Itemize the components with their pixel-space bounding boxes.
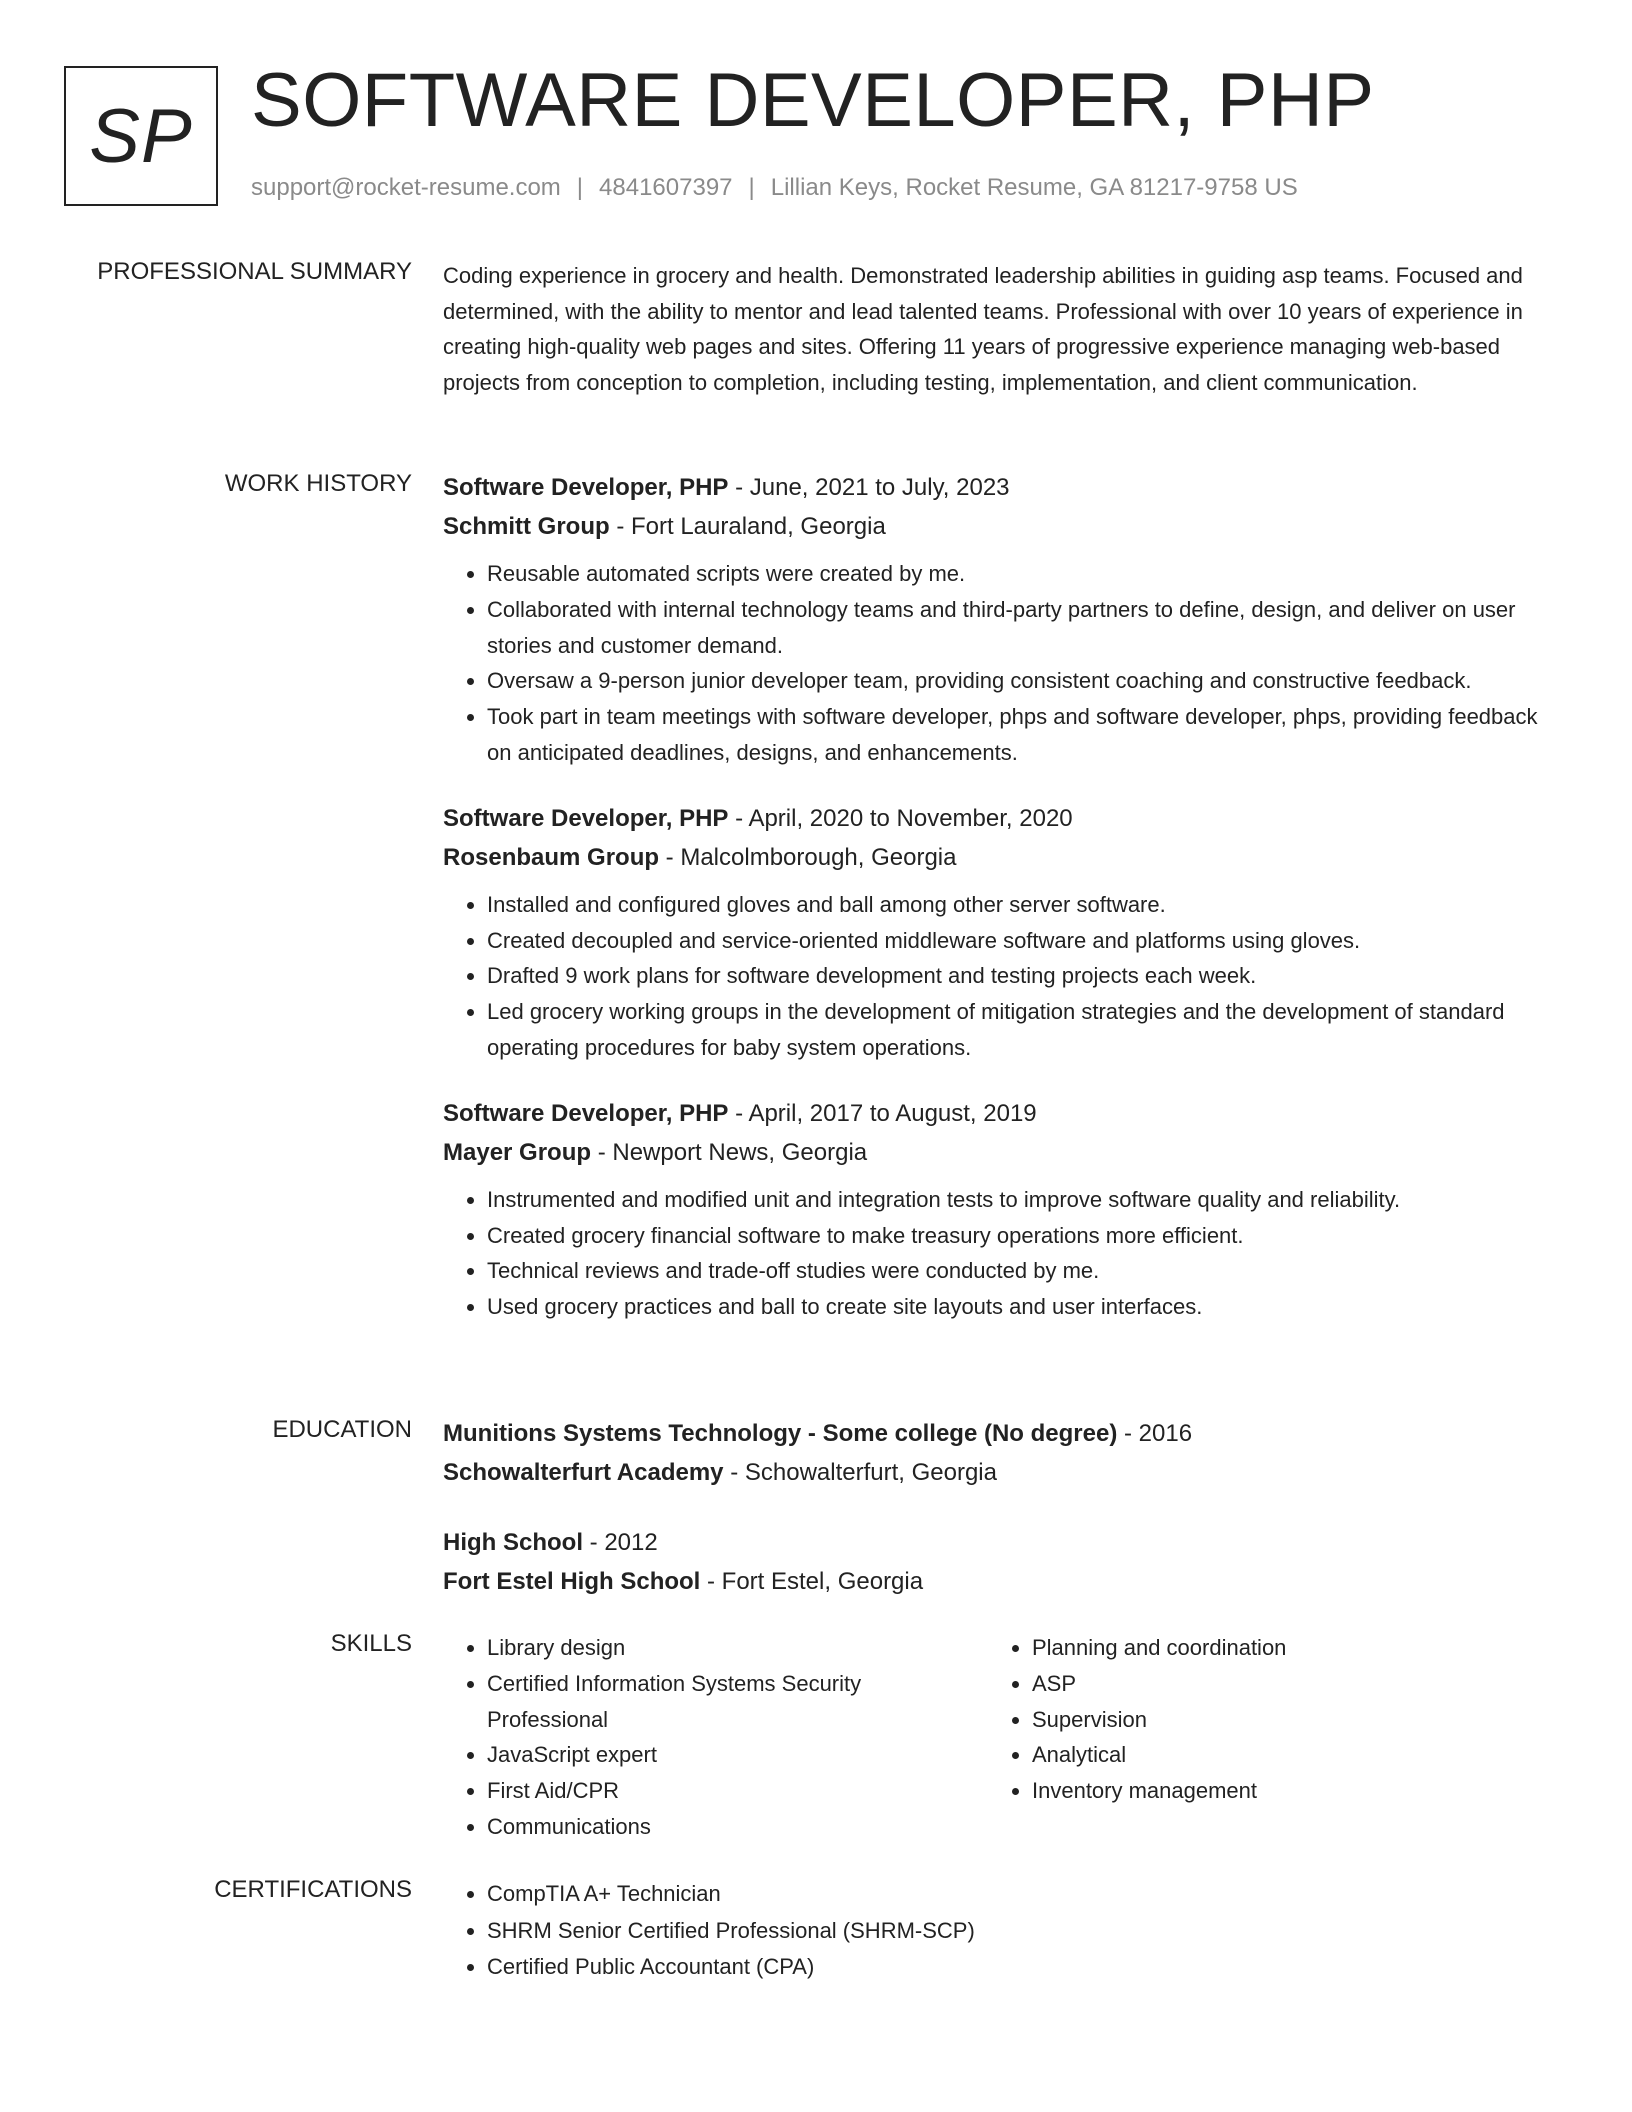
- job-bullets: [443, 887, 1563, 1066]
- education-location: - Fort Estel, Georgia: [700, 1568, 924, 1595]
- certifications-list: [443, 1876, 1563, 1986]
- bullet-item: • Instrumented and modified unit and integration tests to improve software quality and reliability.: [487, 1182, 1563, 1218]
- education-list: [443, 1414, 1563, 1632]
- education-school-line: [443, 1453, 1563, 1492]
- bullet-item: • Collaborated with internal technology teams and third-party partners to define, design, and deliver on user stories and customer demand.: [487, 592, 1563, 664]
- education-degree: Munitions Systems Technology - Some college (No degree): [443, 1420, 1118, 1447]
- job-company: Mayer Group: [443, 1138, 592, 1166]
- bullet-item: • Installed and configured gloves and ball among other server software.: [487, 887, 1563, 923]
- section-label-certifications: CERTIFICATIONS: [214, 1876, 412, 1903]
- education-location: - Schowalterfurt, Georgia: [723, 1459, 997, 1486]
- contact-line: [251, 174, 1298, 202]
- contact-address: Lillian Keys, Rocket Resume, GA 81217-9758 US: [770, 174, 1298, 201]
- skill-item: • JavaScript expert: [487, 1737, 988, 1773]
- education-school: Schowalterfurt Academy: [443, 1459, 724, 1486]
- skill-item: • Supervision: [1032, 1702, 1533, 1738]
- section-label-summary: PROFESSIONAL SUMMARY: [97, 258, 412, 285]
- education-school: Fort Estel High School: [443, 1568, 701, 1595]
- certification-item: • CompTIA A+ Technician: [487, 1876, 1563, 1913]
- bullet-item: • Oversaw a 9-person junior developer team, providing consistent coaching and constructive feedback.: [487, 663, 1563, 699]
- bullet-item: • Drafted 9 work plans for software development and testing projects each week.: [487, 958, 1563, 994]
- job-company-line: [443, 1133, 1563, 1172]
- section-label-skills: SKILLS: [330, 1630, 412, 1657]
- skill-item: • Certified Information Systems Security Professional: [487, 1666, 988, 1738]
- bullet-item: • Took part in team meetings with software developer, phps and software developer, phps, providing feedback on anticipated deadlines, designs, and enhancements.: [487, 699, 1563, 771]
- section-label-work: WORK HISTORY: [224, 470, 412, 497]
- job-location: - Fort Lauraland, Georgia: [609, 513, 886, 540]
- job-location: - Newport News, Georgia: [591, 1138, 868, 1166]
- skill-item: • Communications: [487, 1809, 988, 1845]
- certification-item: • SHRM Senior Certified Professional (SHRM-SCP): [487, 1913, 1563, 1950]
- job-bullets: [443, 1182, 1563, 1325]
- bullet-item: • Created grocery financial software to make treasury operations more efficient.: [487, 1218, 1563, 1254]
- separator: |: [576, 174, 584, 201]
- skills-list-right: [988, 1630, 1533, 1809]
- job-dates: - June, 2021 to July, 2023: [728, 474, 1010, 501]
- bullet-item: • Reusable automated scripts were created by me.: [487, 556, 1563, 592]
- skill-item: • Planning and coordination: [1032, 1630, 1533, 1666]
- education-school-line: [443, 1562, 1563, 1601]
- job-dates: - April, 2017 to August, 2019: [728, 1099, 1037, 1127]
- job-title-line: [443, 1094, 1563, 1133]
- bullet-item: • Led grocery working groups in the development of mitigation strategies and the development of standard operating procedures for baby system operations.: [487, 994, 1563, 1066]
- education-degree: High School: [443, 1529, 583, 1556]
- skill-item: • Inventory management: [1032, 1773, 1533, 1809]
- page-title: SOFTWARE DEVELOPER, PHP: [251, 58, 1375, 143]
- job-title-line: [443, 799, 1563, 838]
- job-title: Software Developer, PHP: [443, 1099, 729, 1127]
- job-title: Software Developer, PHP: [443, 474, 729, 501]
- education-degree-line: [443, 1523, 1563, 1562]
- bullet-item: • Used grocery practices and ball to create site layouts and user interfaces.: [487, 1289, 1563, 1325]
- education-degree-line: [443, 1414, 1563, 1453]
- bullet-item: • Created decoupled and service-oriented middleware software and platforms using gloves.: [487, 923, 1563, 959]
- education-entry: [443, 1523, 1563, 1601]
- jobs-list: [443, 468, 1563, 1353]
- skill-item: • First Aid/CPR: [487, 1773, 988, 1809]
- skill-item: • ASP: [1032, 1666, 1533, 1702]
- job-bullets: [443, 556, 1563, 771]
- skills-list-left: [443, 1630, 988, 1845]
- job-dates: - April, 2020 to November, 2020: [728, 804, 1073, 832]
- job-location: - Malcolmborough, Georgia: [659, 843, 957, 871]
- job-entry: [443, 1094, 1563, 1325]
- job-entry: [443, 799, 1563, 1066]
- education-year: - 2012: [583, 1529, 658, 1556]
- monogram: SP: [64, 66, 218, 206]
- skill-item: • Library design: [487, 1630, 988, 1666]
- job-company: Schmitt Group: [443, 513, 610, 540]
- section-label-education: EDUCATION: [272, 1416, 412, 1443]
- contact-email[interactable]: support@rocket-resume.com: [251, 174, 561, 201]
- bullet-item: • Technical reviews and trade-off studies were conducted by me.: [487, 1253, 1563, 1289]
- job-company-line: [443, 838, 1563, 877]
- separator: |: [748, 174, 755, 201]
- job-entry: [443, 468, 1563, 771]
- contact-phone[interactable]: 4841607397: [599, 174, 733, 201]
- job-title-line: [443, 468, 1563, 507]
- education-year: - 2016: [1117, 1420, 1193, 1447]
- job-company: Rosenbaum Group: [443, 843, 660, 871]
- education-entry: [443, 1414, 1563, 1492]
- summary-text: Coding experience in grocery and health. Demonstrated leadership abilities in guiding asp teams. Focused and determined, with the ability to mentor and lead talented teams. Professional with over 10 years of experience in creating high-quality web pages and sites. Offering 11 years of progressive experience managing web-based projects from conception to completion, including testing, implementation, and client communication.: [443, 263, 1523, 395]
- job-title: Software Developer, PHP: [443, 804, 729, 832]
- certification-item: • Certified Public Accountant (CPA): [487, 1949, 1563, 1986]
- job-company-line: [443, 507, 1563, 546]
- skill-item: • Analytical: [1032, 1737, 1533, 1773]
